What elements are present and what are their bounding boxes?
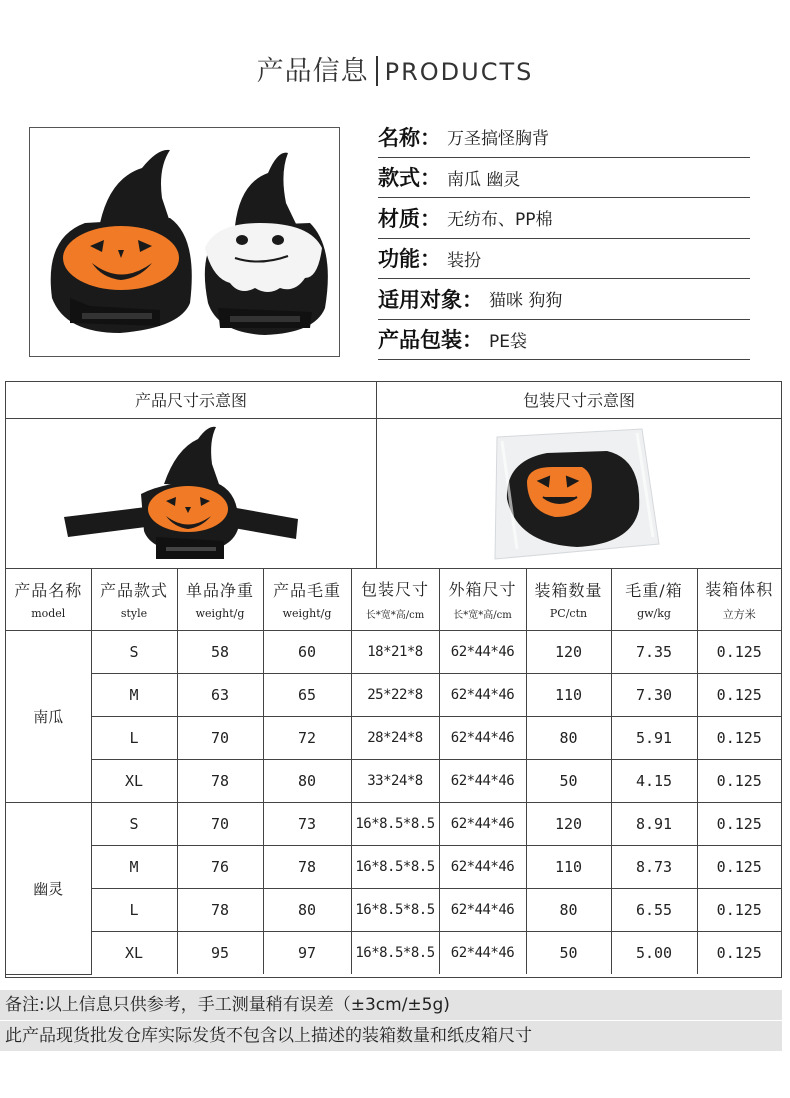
- table-cell: 76: [177, 845, 263, 888]
- table-cell: 62*44*46: [439, 802, 526, 845]
- table-cell: 25*22*8: [351, 673, 439, 716]
- product-photo: [29, 127, 340, 357]
- info-row-style: [378, 158, 750, 199]
- column-header: 包装尺寸 长*宽*高/cm: [351, 569, 439, 630]
- table-cell: 62*44*46: [439, 759, 526, 802]
- size-diagram-image: [6, 419, 377, 569]
- size-diagram-header: 产品尺寸示意图: [6, 382, 377, 419]
- column-header: 产品名称 model: [6, 569, 91, 630]
- title-cn: 产品信息: [256, 56, 369, 87]
- table-cell: 80: [526, 888, 611, 931]
- info-value: 南瓜 幽灵: [447, 169, 521, 190]
- table-cell: 0.125: [697, 630, 781, 673]
- table-cell: 28*24*8: [351, 716, 439, 759]
- column-header: 装箱数量 PC/ctn: [526, 569, 611, 630]
- column-header: 产品毛重 weight/g: [263, 569, 351, 630]
- table-cell: 0.125: [697, 888, 781, 931]
- table-cell: L: [91, 716, 177, 759]
- note-shipping: 此产品现货批发仓库实际发货不包含以上描述的装箱数量和纸皮箱尺寸: [0, 1021, 782, 1051]
- table-cell: 72: [263, 716, 351, 759]
- table-cell: 8.73: [611, 845, 697, 888]
- table-cell: 33*24*8: [351, 759, 439, 802]
- table-cell: 63: [177, 673, 263, 716]
- table-row: [6, 888, 781, 931]
- table-cell: 58: [177, 630, 263, 673]
- table-cell: 110: [526, 673, 611, 716]
- column-header-row: [6, 569, 781, 630]
- column-header: 装箱体积 立方米: [697, 569, 781, 630]
- spec-table: [5, 381, 782, 978]
- table-cell: 70: [177, 716, 263, 759]
- table-cell: 5.00: [611, 931, 697, 974]
- pumpkin-harness-image: [51, 150, 192, 333]
- table-cell: L: [91, 888, 177, 931]
- info-label: 功能：: [378, 247, 441, 272]
- column-header: 毛重/箱 gw/kg: [611, 569, 697, 630]
- info-value: PE袋: [489, 331, 527, 352]
- table-cell: 62*44*46: [439, 673, 526, 716]
- table-cell: 62*44*46: [439, 630, 526, 673]
- table-cell: 7.35: [611, 630, 697, 673]
- table-cell: 0.125: [697, 673, 781, 716]
- info-row-target: [378, 279, 750, 320]
- model-name-cell: 南瓜: [6, 630, 91, 802]
- info-row-packaging: [378, 320, 750, 361]
- package-diagram-header: 包装尺寸示意图: [377, 382, 781, 419]
- table-cell: 7.30: [611, 673, 697, 716]
- table-cell: S: [91, 802, 177, 845]
- info-row-name: [378, 117, 750, 158]
- product-photo-illustration: [30, 128, 339, 356]
- table-cell: 65: [263, 673, 351, 716]
- table-row: [6, 802, 781, 845]
- table-cell: XL: [91, 759, 177, 802]
- table-cell: 0.125: [697, 931, 781, 974]
- table-cell: 4.15: [611, 759, 697, 802]
- page-title: [0, 52, 790, 92]
- table-cell: 5.91: [611, 716, 697, 759]
- info-row-material: [378, 198, 750, 239]
- title-en: PRODUCTS: [384, 58, 534, 86]
- info-row-function: [378, 239, 750, 280]
- note-measurement: 备注:以上信息只供参考，手工测量稍有误差（±3cm/±5g): [0, 990, 782, 1020]
- package-diagram-image: [377, 419, 781, 569]
- table-cell: 18*21*8: [351, 630, 439, 673]
- table-row: [6, 716, 781, 759]
- info-label: 产品包装：: [378, 328, 483, 353]
- table-row: [6, 931, 781, 974]
- table-cell: M: [91, 845, 177, 888]
- table-cell: 16*8.5*8.5: [351, 888, 439, 931]
- table-row: [6, 630, 781, 673]
- info-value: 万圣搞怪胸背: [447, 129, 549, 150]
- table-cell: 0.125: [697, 845, 781, 888]
- table-cell: S: [91, 630, 177, 673]
- table-row: [6, 759, 781, 802]
- table-cell: 110: [526, 845, 611, 888]
- table-row: [6, 845, 781, 888]
- table-cell: 8.91: [611, 802, 697, 845]
- info-label: 款式：: [378, 166, 441, 191]
- table-cell: 78: [177, 759, 263, 802]
- ghost-harness-image: [205, 153, 328, 335]
- model-name-cell: 幽灵: [6, 802, 91, 974]
- table-cell: 50: [526, 759, 611, 802]
- table-cell: 6.55: [611, 888, 697, 931]
- table-cell: 70: [177, 802, 263, 845]
- table-cell: 60: [263, 630, 351, 673]
- table-cell: 120: [526, 630, 611, 673]
- info-value: 无纺布、PP棉: [447, 210, 553, 231]
- info-label: 材质：: [378, 206, 441, 231]
- table-cell: 50: [526, 931, 611, 974]
- table-cell: 95: [177, 931, 263, 974]
- table-cell: 62*44*46: [439, 716, 526, 759]
- table-cell: 62*44*46: [439, 845, 526, 888]
- info-label: 名称：: [378, 125, 441, 150]
- table-cell: 78: [177, 888, 263, 931]
- column-header: 外箱尺寸 长*宽*高/cm: [439, 569, 526, 630]
- table-cell: 80: [263, 759, 351, 802]
- table-cell: 80: [263, 888, 351, 931]
- table-cell: 62*44*46: [439, 888, 526, 931]
- title-divider: [376, 56, 378, 86]
- product-info-list: [378, 117, 750, 360]
- table-cell: M: [91, 673, 177, 716]
- table-cell: 16*8.5*8.5: [351, 802, 439, 845]
- column-header: 产品款式 style: [91, 569, 177, 630]
- table-cell: 78: [263, 845, 351, 888]
- table-cell: 80: [526, 716, 611, 759]
- column-header: 单品净重 weight/g: [177, 569, 263, 630]
- info-value: 装扮: [447, 250, 481, 271]
- info-label: 适用对象：: [378, 287, 483, 312]
- table-cell: 120: [526, 802, 611, 845]
- table-cell: XL: [91, 931, 177, 974]
- spec-data-table: [6, 569, 781, 975]
- table-cell: 62*44*46: [439, 931, 526, 974]
- package-diagram-illustration: [377, 419, 781, 569]
- table-cell: 16*8.5*8.5: [351, 845, 439, 888]
- table-row: [6, 673, 781, 716]
- table-cell: 97: [263, 931, 351, 974]
- table-cell: 73: [263, 802, 351, 845]
- table-cell: 0.125: [697, 802, 781, 845]
- table-cell: 0.125: [697, 716, 781, 759]
- size-diagram-illustration: [6, 419, 377, 569]
- table-cell: 16*8.5*8.5: [351, 931, 439, 974]
- info-value: 猫咪 狗狗: [489, 291, 563, 312]
- table-cell: 0.125: [697, 759, 781, 802]
